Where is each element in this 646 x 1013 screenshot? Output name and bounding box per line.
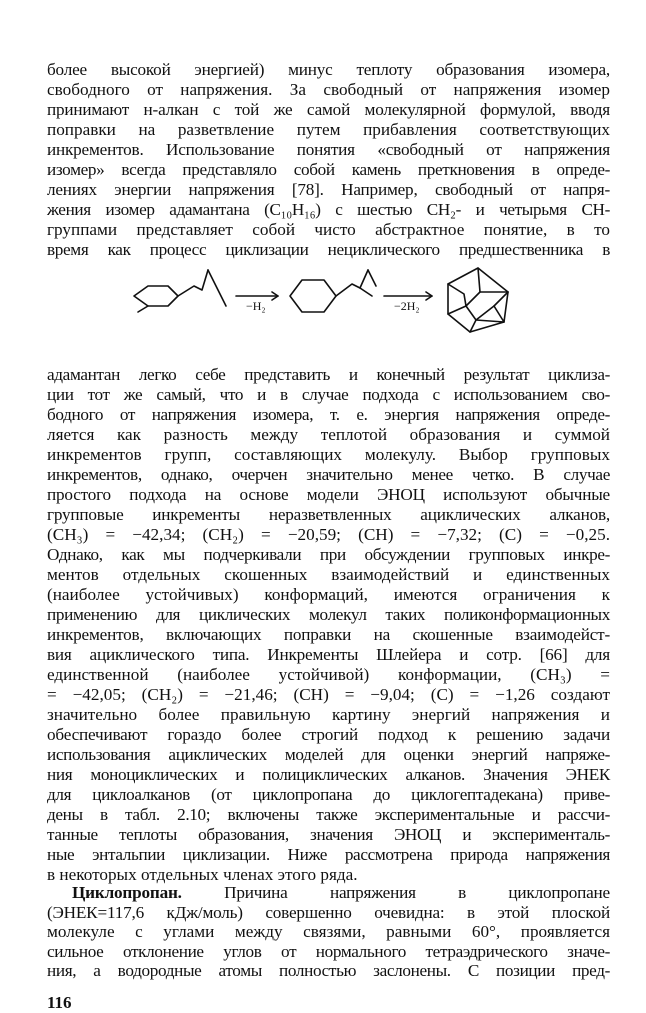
intermediate-molecule bbox=[290, 270, 376, 312]
text-line bbox=[72, 883, 610, 903]
text-line: ляется как разность между теплотой образования и суммой bbox=[47, 425, 610, 444]
reaction-scheme-figure bbox=[130, 262, 530, 352]
section-lead-continuation: Причина напряжения в циклопропане bbox=[181, 883, 610, 902]
text-line: ные энтальпии циклизации. Ниже рассмотрена природа напряжения bbox=[47, 845, 610, 864]
text-line: принимают н-алкан с той же самой молекулярной формулой, вводя bbox=[47, 100, 610, 119]
precursor-molecule bbox=[134, 270, 226, 312]
text-line: дены в табл. 2.10; включены также экспериментальные и рассчи- bbox=[47, 805, 610, 824]
text-line: инкрементов групп, составляющих молекулу. Выбор групповых bbox=[47, 445, 610, 464]
text-line: ции тот же самый, что и в случае подхода с использованием сво- bbox=[47, 385, 610, 404]
text-line: Однако, как мы подчеркивали при обсуждении групповых инкре- bbox=[47, 545, 610, 564]
text-line: групповые инкременты неразветвленных ациклических алканов, bbox=[47, 505, 610, 524]
text-line: единственной (наиболее устойчивой) конформации, (CH₃) = bbox=[47, 665, 610, 684]
text-line: в некоторых отдельных членах этого ряда. bbox=[47, 865, 358, 884]
text-line: лениях энергии напряжения [78]. Например, свободный от напря- bbox=[47, 180, 610, 199]
text-line: поправки на разветвление путем прибавления соответствующих bbox=[47, 120, 610, 139]
step2-label: −2H₂ bbox=[394, 299, 420, 313]
text-line: инкрементов. Использование понятия «свободный от напряжения bbox=[47, 140, 610, 159]
text-line: сильное отклонение углов от нормального тетраэдрического значе- bbox=[47, 941, 610, 961]
text-line: свободного от напряжения. За свободный от напряжения изомер bbox=[47, 80, 610, 99]
text-line: ментов отдельных скошенных взаимодействий и единственных bbox=[47, 565, 610, 584]
text-line: изомер» всегда представляло собой камень преткновения в опреде- bbox=[47, 160, 610, 179]
adamantane-molecule bbox=[448, 268, 508, 332]
text-line: = −42,05; (CH₂) = −21,46; (CH) = −9,04; (C) = −1,26 создают bbox=[47, 685, 610, 704]
text-line: молекуле с углами между связями, равными 60°, проявляется bbox=[47, 922, 610, 941]
text-line: жения изомер адамантана (C₁₀H₁₆) с шестью CH₂- и четырьмя CH- bbox=[47, 200, 610, 219]
text-line: (наиболее устойчивых) конформаций, имеются ограничения к bbox=[47, 585, 610, 604]
text-line: (ЭНЕК=117,6 кДж/моль) совершенно очевидна: в этой плоской bbox=[47, 902, 610, 922]
text-line: обеспечивают гораздо более строгий подход к решению задачи bbox=[47, 725, 610, 744]
text-line: значительно более правильную картину энергий напряжения и bbox=[47, 705, 610, 724]
text-line: простого подхода на основе модели ЭНОЦ используют обычные bbox=[47, 485, 610, 504]
text-line: инкрементов, включающих поправки на скошенные взаимодейст- bbox=[47, 625, 610, 644]
text-line: применению для циклических молекул таких поликонформационных bbox=[47, 605, 610, 624]
text-line: (CH₃) = −42,34; (CH₂) = −20,59; (CH) = −7,32; (C) = −0,25. bbox=[47, 525, 610, 544]
step1-label: −H₂ bbox=[246, 299, 266, 313]
reaction-scheme bbox=[130, 262, 530, 352]
text-line: время как процесс циклизации нециклического предшественника в bbox=[47, 240, 610, 259]
text-line: ния, а водородные атомы полностью заслонены. С позиции пред- bbox=[47, 961, 610, 980]
text-line: использования ациклических моделей для оценки энергий напряже- bbox=[47, 745, 610, 764]
text-line: для циклоалканов (от циклопропана до циклогептадекана) приве- bbox=[47, 785, 610, 804]
text-line: адамантан легко себе представить и конечный результат циклиза- bbox=[47, 365, 610, 384]
section-lead: Циклопропан. bbox=[72, 883, 182, 902]
text-line: танные теплоты образования, значения ЭНОЦ и эксперименталь- bbox=[47, 825, 610, 844]
text-line: ния моноциклических и полициклических алканов. Значения ЭНЕК bbox=[47, 765, 610, 784]
text-line: вия ациклического типа. Инкременты Шлейера и сотр. [66] для bbox=[47, 645, 610, 664]
text-line: группами представляет собой чисто абстрактное понятие, в то bbox=[47, 220, 610, 239]
text-line: более высокой энергией) минус теплоту образования изомера, bbox=[47, 60, 610, 79]
page-number: 116 bbox=[47, 992, 72, 1012]
text-line: бодного от напряжения изомера, т. е. энергия напряжения опреде- bbox=[47, 405, 610, 424]
text-line: инкрементов, однако, очерчен значительно менее четко. В случае bbox=[47, 465, 610, 484]
